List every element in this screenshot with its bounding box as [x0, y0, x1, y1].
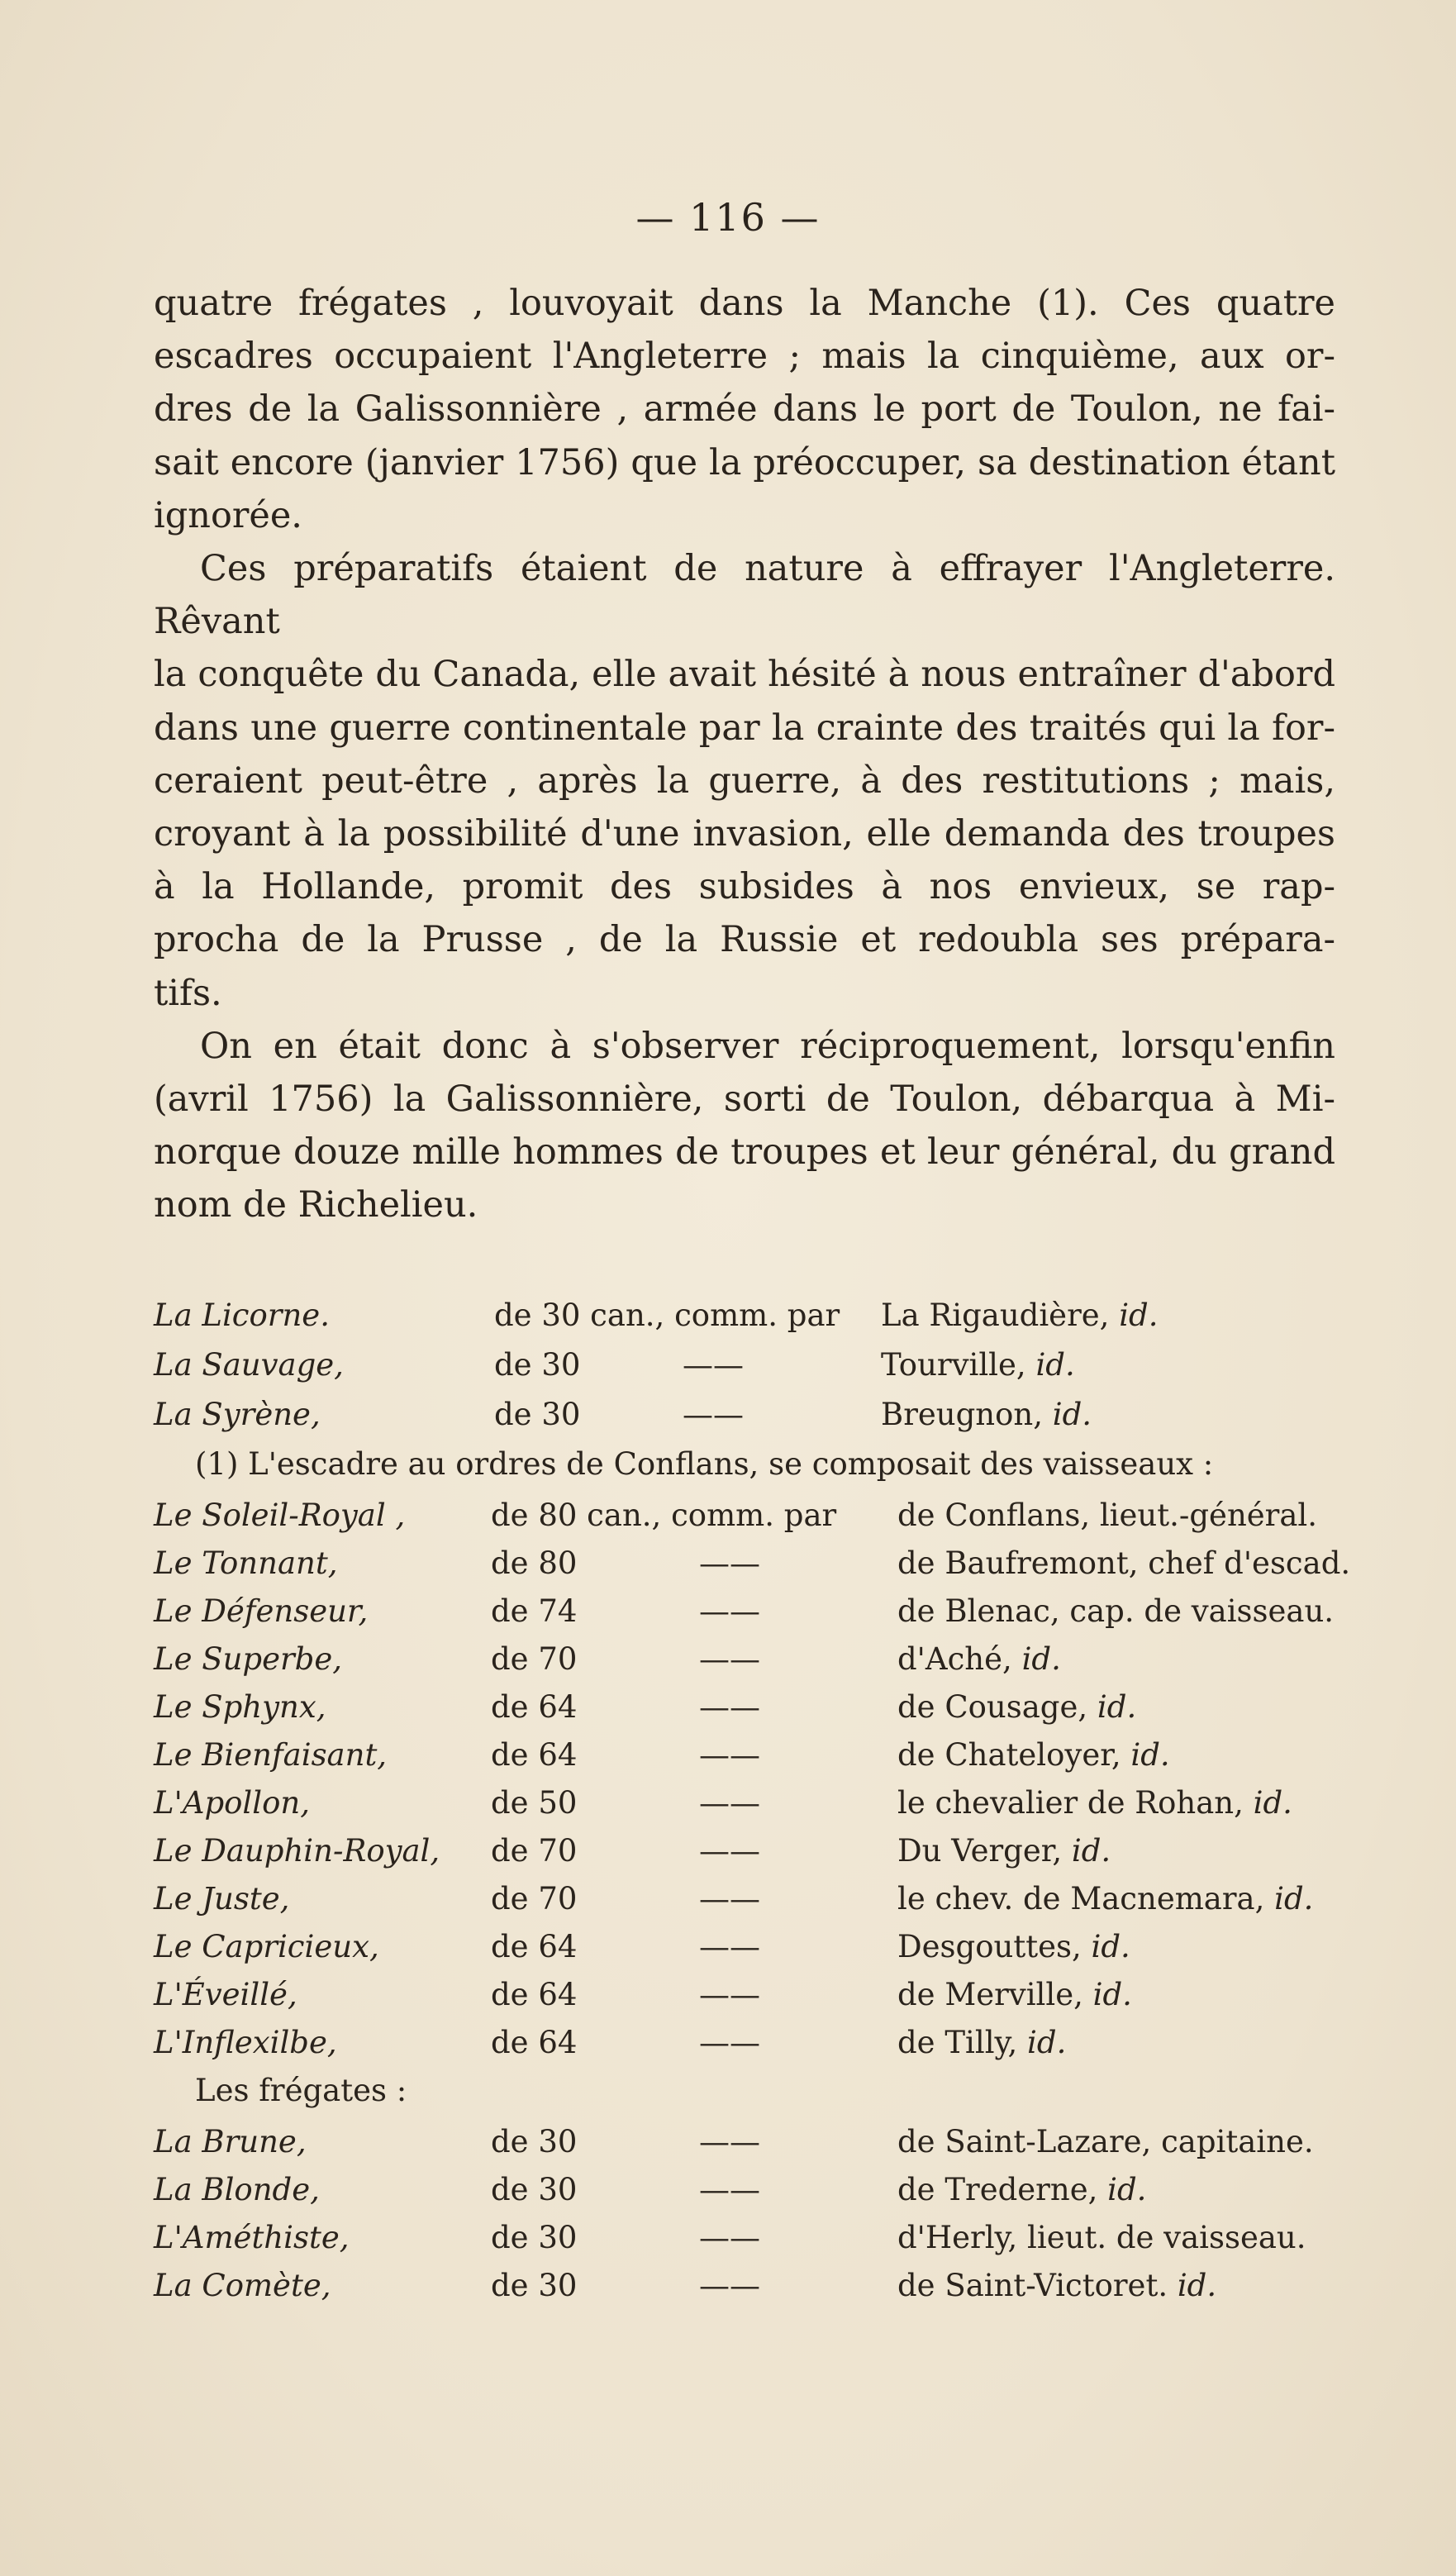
- ditto-dash: [699, 1689, 760, 1725]
- commander-name-text: de Saint-Lazare, capitaine.: [897, 2124, 1314, 2159]
- gun-count-text: de 30 can., comm. par: [494, 1298, 840, 1333]
- commander-name-text: de Saint-Victoret.: [897, 2268, 1168, 2303]
- ship-name: [154, 1785, 310, 1821]
- ship-name: [154, 1641, 342, 1677]
- gun-count: [494, 1298, 840, 1333]
- text-line: On en était donc à s'observer réciproquement, lorsqu'enfin: [200, 1025, 1335, 1067]
- text-line: ignorée.: [154, 494, 302, 536]
- table-row: [154, 2220, 1335, 2268]
- ship-name-text: Le Défenseur,: [154, 1593, 369, 1629]
- commander-name: [897, 1641, 1061, 1677]
- gun-count-text: de 30: [494, 1397, 581, 1432]
- ship-name: [154, 2220, 350, 2255]
- ship-name: [154, 2025, 337, 2060]
- ship-name: [154, 1298, 330, 1333]
- commander-name-text: de Chateloyer,: [897, 1737, 1121, 1773]
- gun-count-text: de 50: [491, 1785, 578, 1821]
- ship-table: [154, 1498, 1351, 2073]
- table-row: [154, 2172, 1335, 2220]
- ditto-dash-text: ——: [699, 2220, 760, 2255]
- idem-abbrev: id.: [1097, 1689, 1137, 1725]
- table-row: [154, 1498, 1335, 1545]
- ditto-dash: [699, 1785, 760, 1821]
- ship-name-text: Le Sphynx,: [154, 1689, 326, 1725]
- table-row: [154, 1833, 1335, 1881]
- ditto-dash: [699, 1641, 760, 1677]
- gun-count: [491, 1498, 836, 1533]
- idem-abbrev: id.: [1177, 2268, 1217, 2303]
- ditto-dash-text: ——: [699, 1881, 760, 1917]
- idem-abbrev: id.: [1027, 2025, 1067, 2060]
- commander-name: [881, 1298, 1158, 1333]
- gun-count-text: de 30: [494, 1347, 581, 1383]
- gun-count: [491, 1737, 577, 1773]
- commander-name-text: le chev. de Macnemara,: [897, 1881, 1265, 1917]
- commander-name-text: d'Aché,: [897, 1641, 1012, 1677]
- idem-abbrev: id.: [1107, 2172, 1147, 2207]
- table-row: [154, 2268, 1335, 2316]
- ship-name: [154, 1929, 379, 1964]
- ditto-dash-text: ——: [699, 1929, 760, 1964]
- ditto-dash-text: ——: [683, 1397, 744, 1432]
- text-line: escadres occupaient l'Angleterre ; mais la cinquième, aux or-: [154, 336, 1335, 378]
- idem-abbrev: id.: [1021, 1641, 1061, 1677]
- ship-name-text: Le Superbe,: [154, 1641, 343, 1677]
- ditto-dash-text: ——: [683, 1347, 744, 1383]
- ditto-dash: [699, 2124, 760, 2159]
- ship-name-text: Le Capricieux,: [154, 1929, 379, 1964]
- ditto-dash-text: ——: [699, 1977, 760, 2012]
- ship-name-text: L'Inflexilbe,: [154, 2025, 337, 2060]
- table-row: [154, 1977, 1335, 2025]
- table-row: [154, 2025, 1335, 2073]
- gun-count: [491, 2124, 577, 2159]
- ditto-dash: [699, 1545, 760, 1581]
- gun-count-text: de 64: [491, 1689, 578, 1725]
- ditto-dash-text: ——: [699, 2124, 760, 2159]
- ditto-dash: [699, 1593, 760, 1629]
- commander-name: [897, 2172, 1146, 2207]
- commander-name-text: de Baufremont, chef d'escad.: [897, 1545, 1351, 1581]
- gun-count: [494, 1347, 580, 1383]
- ditto-dash-text: ——: [699, 1689, 760, 1725]
- idem-abbrev: id.: [1091, 1929, 1130, 1964]
- text-line: la conquête du Canada, elle avait hésité à nous entraîner d'abord: [154, 654, 1335, 696]
- ditto-dash: [699, 1737, 760, 1773]
- text-line: tifs.: [154, 972, 222, 1014]
- text-line: dans une guerre continentale par la crainte des traités qui la for-: [154, 707, 1335, 749]
- ditto-dash: [699, 1977, 760, 2012]
- gun-count: [491, 1593, 577, 1629]
- table-row: [154, 1593, 1335, 1641]
- commander-name: [897, 1689, 1136, 1725]
- ship-name: [154, 1593, 368, 1629]
- ship-name-text: Le Bienfaisant,: [154, 1737, 388, 1773]
- ship-name-text: L'Apollon,: [154, 1785, 310, 1821]
- ditto-dash: [699, 1833, 760, 1869]
- ship-name-text: L'Éveillé,: [154, 1977, 297, 2012]
- main-text: [154, 277, 1335, 1232]
- commander-name: [897, 1593, 1334, 1629]
- gun-count-text: de 80: [491, 1545, 578, 1581]
- commander-name: [897, 1929, 1130, 1964]
- idem-abbrev: id.: [1071, 1833, 1111, 1869]
- idem-abbrev: id.: [1092, 1977, 1132, 2012]
- text-line: Ces préparatifs étaient de nature à effrayer l'Angleterre. Rêvant: [154, 548, 1335, 643]
- table-row: [154, 2124, 1335, 2172]
- commander-name-text: Du Verger,: [897, 1833, 1063, 1869]
- commander-name: [897, 2268, 1216, 2303]
- ship-name: [154, 1737, 387, 1773]
- gun-count-text: de 30: [491, 2124, 578, 2159]
- gun-count-text: de 80 can., comm. par: [491, 1498, 837, 1533]
- ship-name-text: L'Améthiste,: [154, 2220, 350, 2255]
- text-line: nom de Richelieu.: [154, 1184, 478, 1226]
- commander-name: [881, 1347, 1075, 1383]
- ditto-dash: [699, 1881, 760, 1917]
- text-line: à la Hollande, promit des subsides à nos envieux, se rap-: [154, 866, 1335, 908]
- commander-name-text: Tourville,: [881, 1347, 1026, 1383]
- ship-name-text: La Brune,: [154, 2124, 307, 2159]
- commander-name-text: d'Herly, lieut. de vaisseau.: [897, 2220, 1306, 2255]
- ditto-dash: [699, 1929, 760, 1964]
- gun-count-text: de 74: [491, 1593, 578, 1629]
- table-row: [154, 1737, 1335, 1785]
- ship-name: [154, 1397, 321, 1432]
- table-row: [154, 1881, 1335, 1929]
- prev-note-table: [154, 1298, 1335, 1446]
- gun-count: [491, 1545, 577, 1581]
- gun-count: [494, 1397, 580, 1432]
- ship-name-text: La Comète,: [154, 2268, 331, 2303]
- commander-name-text: de Blenac, cap. de vaisseau.: [897, 1593, 1335, 1629]
- ditto-dash-text: ——: [699, 1833, 760, 1869]
- idem-abbrev: id.: [1035, 1347, 1075, 1383]
- page-number: — 116 —: [635, 195, 821, 240]
- ditto-dash-text: ——: [699, 1641, 760, 1677]
- ditto-dash-text: ——: [699, 1593, 760, 1629]
- commander-name-text: de Conflans, lieut.-général.: [897, 1498, 1318, 1533]
- text-line: norque douze mille hommes de troupes et leur général, du grand: [154, 1131, 1335, 1174]
- commander-name: [897, 2124, 1314, 2159]
- gun-count: [491, 1641, 577, 1677]
- text-line: procha de la Prusse , de la Russie et redoubla ses prépara-: [154, 919, 1335, 961]
- ship-name: [154, 2268, 331, 2303]
- ditto-dash-text: ——: [699, 1785, 760, 1821]
- text-line: ceraient peut-être , après la guerre, à des restitutions ; mais,: [154, 759, 1335, 802]
- gun-count-text: de 64: [491, 1929, 578, 1964]
- ditto-dash: [699, 2172, 760, 2207]
- table-row: [154, 1641, 1335, 1689]
- ship-name: [154, 1545, 338, 1581]
- ship-name-text: La Syrène,: [154, 1397, 321, 1432]
- ship-name: [154, 1833, 440, 1869]
- commander-name: [897, 1977, 1132, 2012]
- idem-abbrev: id.: [1119, 1298, 1159, 1333]
- gun-count: [491, 1785, 577, 1821]
- gun-count: [491, 2025, 577, 2060]
- ditto-dash: [699, 2268, 760, 2303]
- gun-count: [491, 1833, 577, 1869]
- commander-name: [897, 1833, 1111, 1869]
- ship-name-text: Le Tonnant,: [154, 1545, 338, 1581]
- commander-name: [897, 2025, 1066, 2060]
- commander-name: [897, 2220, 1306, 2255]
- ship-name: [154, 1347, 344, 1383]
- gun-count-text: de 70: [491, 1833, 578, 1869]
- ditto-dash-text: ——: [699, 2025, 760, 2060]
- ship-name: [154, 2124, 307, 2159]
- gun-count: [491, 2220, 577, 2255]
- idem-abbrev: id.: [1274, 1881, 1314, 1917]
- commander-name-text: de Cousage,: [897, 1689, 1088, 1725]
- commander-name-text: le chevalier de Rohan,: [897, 1785, 1244, 1821]
- footnotes: [154, 1298, 1351, 2316]
- gun-count: [491, 1977, 577, 2012]
- gun-count-text: de 64: [491, 1977, 578, 2012]
- ship-name: [154, 1498, 405, 1533]
- commander-name: [897, 1785, 1292, 1821]
- table-row: [154, 1785, 1335, 1833]
- text-line: (avril 1756) la Galissonnière, sorti de Toulon, débarqua à Mi-: [154, 1078, 1335, 1121]
- ditto-dash-text: ——: [699, 2172, 760, 2207]
- text-line: quatre frégates , louvoyait dans la Manche (1). Ces quatre: [154, 283, 1335, 324]
- ship-name-text: La Blonde,: [154, 2172, 320, 2207]
- commander-name: [881, 1397, 1092, 1432]
- gun-count: [491, 1881, 577, 1917]
- commander-name-text: de Tilly,: [897, 2025, 1018, 2060]
- ship-name-text: Le Dauphin-Royal,: [154, 1833, 440, 1869]
- commander-name: [897, 1881, 1313, 1917]
- idem-abbrev: id.: [1130, 1737, 1170, 1773]
- gun-count-text: de 30: [491, 2172, 578, 2207]
- table-row: [154, 1545, 1351, 1593]
- ship-name: [154, 1689, 326, 1725]
- ship-name: [154, 1881, 289, 1917]
- idem-abbrev: id.: [1253, 1785, 1292, 1821]
- gun-count-text: de 30: [491, 2220, 578, 2255]
- ship-name: [154, 1977, 297, 2012]
- gun-count: [491, 1689, 577, 1725]
- table-row: [154, 1929, 1335, 1977]
- ditto-dash-text: ——: [699, 1737, 760, 1773]
- ditto-dash-text: ——: [699, 1545, 760, 1581]
- ditto-dash: [699, 2025, 760, 2060]
- gun-count-text: de 64: [491, 2025, 578, 2060]
- commander-name-text: Breugnon,: [881, 1397, 1043, 1432]
- gun-count-text: de 30: [491, 2268, 578, 2303]
- gun-count-text: de 70: [491, 1881, 578, 1917]
- commander-name-text: Desgouttes,: [897, 1929, 1082, 1964]
- ditto-dash: [683, 1347, 744, 1383]
- ship-name: [154, 2172, 320, 2207]
- idem-abbrev: id.: [1052, 1397, 1092, 1432]
- commander-name: [897, 1545, 1350, 1581]
- text-line: dres de la Galissonnière , armée dans le port de Toulon, ne fai-: [154, 388, 1335, 431]
- gun-count-text: de 64: [491, 1737, 578, 1773]
- text-line: croyant à la possibilité d'une invasion, elle demanda des troupes: [154, 813, 1335, 855]
- frigate-table: [154, 2124, 1335, 2316]
- ditto-dash: [683, 1397, 744, 1432]
- frigates-heading: Les frégates :: [195, 2073, 407, 2108]
- ditto-dash: [699, 2220, 760, 2255]
- gun-count: [491, 2268, 577, 2303]
- gun-count: [491, 2172, 577, 2207]
- commander-name-text: de Trederne,: [897, 2172, 1098, 2207]
- text-line: sait encore (janvier 1756) que la préoccuper, sa destination étant: [154, 441, 1335, 483]
- table-row: [154, 1397, 1335, 1446]
- ship-name-text: La Sauvage,: [154, 1347, 344, 1383]
- commander-name: [897, 1498, 1317, 1533]
- ship-name-text: Le Soleil-Royal ,: [154, 1498, 406, 1533]
- ditto-dash-text: ——: [699, 2268, 760, 2303]
- table-row: [154, 1689, 1335, 1737]
- ship-name-text: Le Juste,: [154, 1881, 290, 1917]
- footnote-heading: (1) L'escadre au ordres de Conflans, se composait des vaisseaux :: [195, 1446, 1214, 1482]
- table-row: [154, 1347, 1335, 1397]
- ship-name-text: La Licorne.: [154, 1298, 330, 1333]
- commander-name: [897, 1737, 1170, 1773]
- commander-name-text: La Rigaudière,: [881, 1298, 1110, 1333]
- gun-count-text: de 70: [491, 1641, 578, 1677]
- gun-count: [491, 1929, 577, 1964]
- table-row: [154, 1298, 1335, 1347]
- commander-name-text: de Merville,: [897, 1977, 1083, 2012]
